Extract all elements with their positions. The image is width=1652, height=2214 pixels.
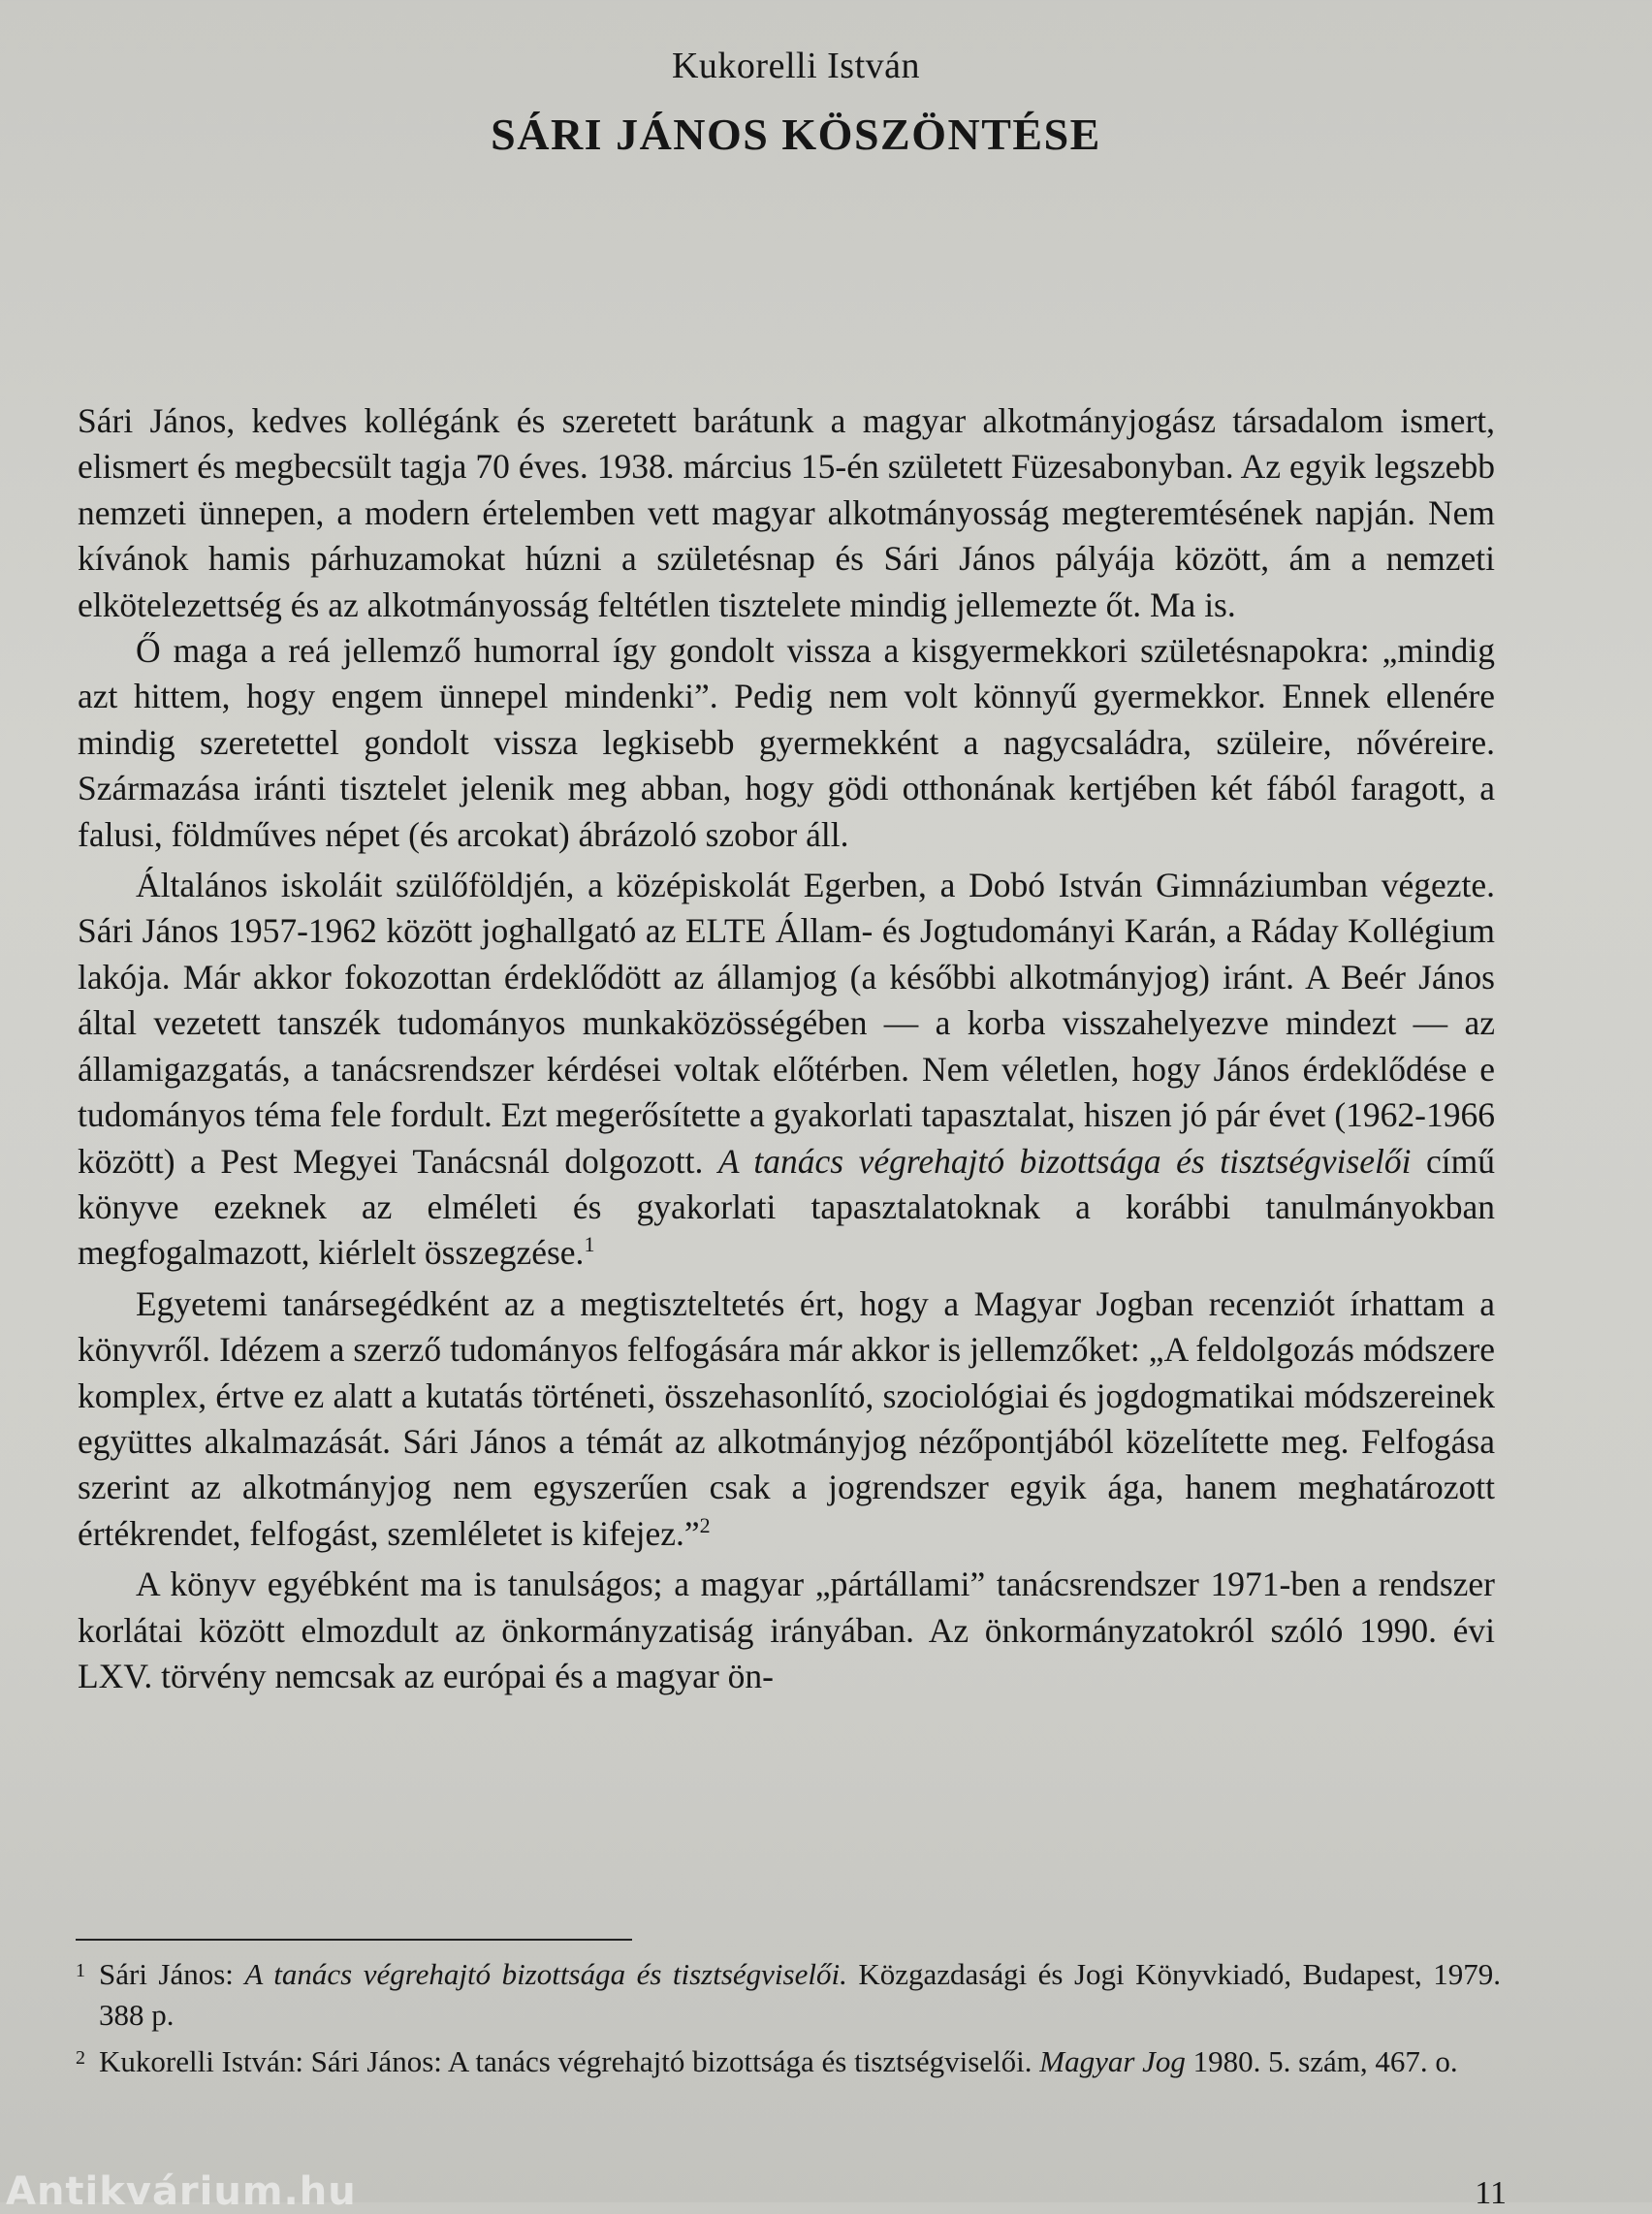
footnote-1 (76, 1954, 1501, 2036)
footnote-2 (76, 2041, 1501, 2082)
author-name: Kukorelli István (671, 46, 920, 86)
footnote-1-text-after: Közgazdasági és Jogi Könyvkiadó, Budapest, 1979. 388 p. (99, 1957, 1502, 2032)
footnote-1-italic: A tanács végrehajtó bizottsága és tisztségviselői. (244, 1957, 847, 1991)
footnotes (76, 1954, 1501, 2088)
footnote-2-italic: Magyar Jog (1039, 2044, 1186, 2078)
paragraph-3-text-before: Általános iskoláit szülőföldjén, a középiskolát Egerben, a Dobó István Gimnáziumban végezte. Sári János 1957-1962 között joghallgató az ELTE Állam- és Jogtudományi Karán, a Ráday Kollégium lakója. Már akkor fokozottan érdeklődött az államjog (a későbbi alkotmányjog) iránt. A Beér János által vezetett tanszék tudományos munkaközösségében — a korba visszahelyezve mindezt — az államigazgatás, a tanácsrendszer kérdései voltak előtérben. Nem véletlen, hogy János érdeklődése e tudományos téma fele fordult. Ezt megerősítette a gyakorlati tapasztalat, hiszen jó pár évet (1962-1966 között) a Pest Megyei Tanácsnál dolgozott. (78, 866, 1495, 1181)
footnote-1-text-before: Sári János: (99, 1957, 245, 1991)
paragraph-3-text-after: című könyve ezeknek az elméleti és gyakorlati tapasztalatoknak a korábbi tanulmányokban megfogalmazott, kiérlelt összegzése. (78, 1141, 1495, 1273)
paragraph-1-text: Sári János, kedves kollégánk és szeretett barátunk a magyar alkotmányjogász társadalom ismert, elismert és megbecsült tagja 70 éves. 1938. március 15-én született Füzesabonyban. Az egyik legszebb nemzeti ünnepen, a modern értelemben vett magyar alkotmányosság megteremtésének napján. Nem kívánok hamis párhuzamokat húzni a születésnap és Sári János pályája között, ám a nemzeti elkötelezettség és az alkotmányosság feltétlen tisztelete mindig jellemezte őt. Ma is. (78, 401, 1495, 624)
paragraph-2-text: Ő maga a reá jellemző humorral így gondolt vissza a kisgyermekkori születésnapokra: „mindig azt hittem, hogy engem ünnepel mindenki”. Pedig nem volt könnyű gyermekkor. Ennek ellenére mindig szeretettel gondolt vissza legkisebb gyermekként a nagycsaládra, szüleire, nővéreire. Származása iránti tisztelet jelenik meg abban, hogy gödi otthonának kertjében két fából faragott, a falusi, földműves népet (és arcokat) ábrázoló szobor áll. (78, 631, 1495, 854)
footnote-2-text-before: Kukorelli István: Sári János: A tanács végrehajtó bizottsága és tisztségviselői. (99, 2044, 1040, 2078)
paragraph-1 (78, 398, 1495, 628)
paragraph-4-text: Egyetemi tanársegédként az a megtiszteltetés ért, hogy a Magyar Jogban recenziót írhattam a könyvről. Idézem a szerző tudományos felfogására már akkor is jellemzőket: „A feldolgozás módszere komplex, értve ez alatt a kutatás történeti, összehasonlító, szociológiai és jogdogmatikai módszereinek együttes alkalmazását. Sári János a témát az alkotmányjog nézőpontjából közelítette meg. Felfogása szerint az alkotmányjog nem egyszerűen csak a jogrendszer egyik ága, hanem meghatározott értékrendet, felfogást, szemléletet is kifejez.” (78, 1283, 1495, 1553)
watermark: Antikvárium.hu (6, 2169, 357, 2214)
footnote-ref-2[interactable]: 2 (699, 1512, 711, 1537)
footnote-ref-1[interactable]: 1 (584, 1232, 595, 1257)
article-title: SÁRI JÁNOS KÖSZÖNTÉSE (491, 110, 1101, 159)
footnote-1-number: 1 (76, 1960, 85, 1981)
page-number: 11 (1475, 2175, 1507, 2211)
paragraph-4 (78, 1281, 1495, 1557)
footnote-2-text-after: 1980. 5. szám, 467. o. (1185, 2044, 1458, 2078)
paragraph-3 (78, 863, 1495, 1277)
paragraph-5-text: A könyv egyébként ma is tanulságos; a magyar „pártállami” tanácsrendszer 1971-ben a rendszer korlátai között elmozdult az önkormányzatiság irányában. Az önkormányzatokról szóló 1990. évi LXV. törvény nemcsak az európai és a magyar ön- (78, 1565, 1495, 1695)
footnote-2-number: 2 (76, 2047, 85, 2069)
paragraph-2 (78, 628, 1495, 858)
article-body (78, 398, 1495, 1699)
footnote-divider (76, 1939, 632, 1941)
book-title-italic: A tanács végrehajtó bizottsága és tisztségviselői (717, 1141, 1412, 1181)
paragraph-5 (78, 1562, 1495, 1699)
